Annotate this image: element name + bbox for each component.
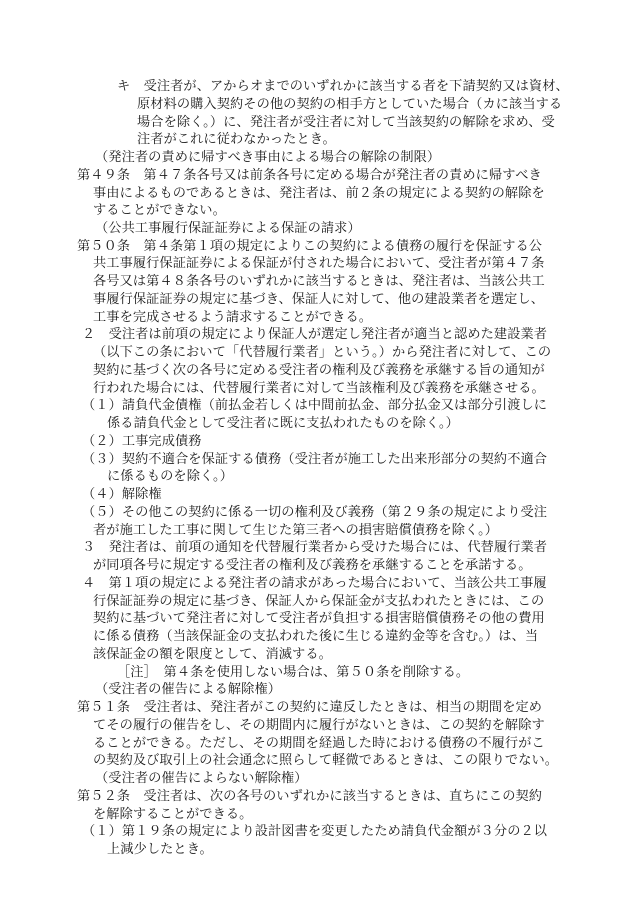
text-line: 契約に基づいて発注者に対して受注者が負担する損害賠償債務その他の費用 xyxy=(93,611,545,627)
section-heading: （受注者の催告による解除権） xyxy=(95,682,282,698)
section-heading: （公共工事履行保証証券による保証の請求） xyxy=(95,221,361,236)
text-line: が同項各号に規定する受注者の権利及び義務を承継することを承諾する。 xyxy=(93,558,532,574)
text-line: 行保証証券の規定に基づき、保証人から保証金が支払われたときには、この xyxy=(93,593,545,609)
text-line: キ 受注者が、アからオまでのいずれかに該当する者を下請契約又は資材、 xyxy=(117,79,569,94)
text-line: に係るものを除く。） xyxy=(107,469,234,485)
text-line: ることができる。ただし、その期間を経過した時における債務の不履行がこ xyxy=(93,735,545,751)
article-line: 第５１条 受注者は、発注者がこの契約に違反したときは、相当の期間を定め xyxy=(77,700,543,715)
text-line: することができない。 xyxy=(93,203,226,219)
text-line: 契約に基づく次の各号に定める受注者の権利及び義務を承継する旨の通知が xyxy=(93,362,545,378)
section-heading: （発注者の責めに帰すべき事由による場合の解除の制限） xyxy=(95,150,441,165)
article-line: 第５２条 受注者は、次の各号のいずれかに該当するときは、直ちにこの契約 xyxy=(77,788,543,804)
paragraph-line: ４ 第１項の規定による発注者の請求があった場合において、当該公共工事履 xyxy=(82,575,547,591)
text-line: てその履行の催告をし、その期間内に履行がないときは、この契約を解除す xyxy=(93,717,545,733)
text-line: 工事を完成させるよう請求することができる。 xyxy=(93,309,373,325)
text-line: を解除することができる。 xyxy=(93,806,253,822)
item-line: （３）契約不適合を保証する債務（受注者が施工した出来形部分の契約不適合 xyxy=(82,451,548,467)
item-line: （４）解除権 xyxy=(82,487,162,503)
item-line: （１）請負代金債権（前払金若しくは中間前払金、部分払金又は部分引渡しに xyxy=(82,398,548,414)
paragraph-line: ２ 受注者は前項の規定により保証人が選定し発注者が適当と認めた建設業者 xyxy=(82,327,548,343)
article-line: 第５０条 第４条第１項の規定によりこの契約による債務の履行を保証する公 xyxy=(77,238,543,254)
item-line: （１）第１９条の規定により設計図書を変更したため請負代金額が３分の２以 xyxy=(82,824,548,840)
text-line: 事履行保証証券の規定に基づき、保証人に対して、他の建設業者を選定し、 xyxy=(93,291,544,307)
text-line: 各号又は第４８条各号のいずれかに該当するときは、発注者は、当該公共工 xyxy=(93,274,545,290)
text-line: 事由によるものであるときは、発注者は、前２条の規定による契約の解除を xyxy=(93,185,545,201)
text-line: 場合を除く。）に、発注者が受注者に対して当該契約の解除を求め、受 xyxy=(137,114,555,130)
article-line: 第４９条 第４７条各号又は前条各号に定める場合が発注者の責めに帰すべき xyxy=(77,167,542,183)
section-heading: （受注者の催告によらない解除権） xyxy=(95,771,308,786)
text-line: 原材料の購入契約その他の契約の相手方としていた場合（カに該当する xyxy=(137,96,563,112)
text-line: 行われた場合には、代替履行業者に対して当該権利及び義務を承継させる。 xyxy=(93,380,545,396)
note-line: ［注］ 第４条を使用しない場合は、第５０条を削除する。 xyxy=(117,664,470,680)
text-line: の契約及び取引上の社会通念に照らして軽微であるときは、この限りでない。 xyxy=(93,753,559,769)
item-line: （５）その他この契約に係る一切の権利及び義務（第２９条の規定により受注 xyxy=(82,504,548,520)
text-line: 者が施工した工事に関して生じた第三者への損害賠償債務を除く。） xyxy=(93,522,499,538)
text-line: に係る債務（当該保証金の支払われた後に生じる違約金等を含む。）は、当 xyxy=(93,629,539,645)
text-line: （以下この条において「代替履行業者」という。）から発注者に対して、この xyxy=(93,345,552,361)
text-line: 係る請負代金として受注者に既に支払われたものを除く。） xyxy=(107,416,459,432)
text-line: 上減少したとき。 xyxy=(107,842,213,857)
item-line: （２）工事完成債務 xyxy=(82,433,202,449)
paragraph-line: ３ 発注者は、前項の通知を代替履行業者から受けた場合には、代替履行業者 xyxy=(82,540,548,556)
text-line: 共工事履行保証証券による保証が付された場合において、受注者が第４７条 xyxy=(93,256,545,272)
text-line: 該保証金の額を限度として、消滅する。 xyxy=(93,646,332,662)
text-line: 注者がこれに従わなかったとき。 xyxy=(137,132,336,148)
